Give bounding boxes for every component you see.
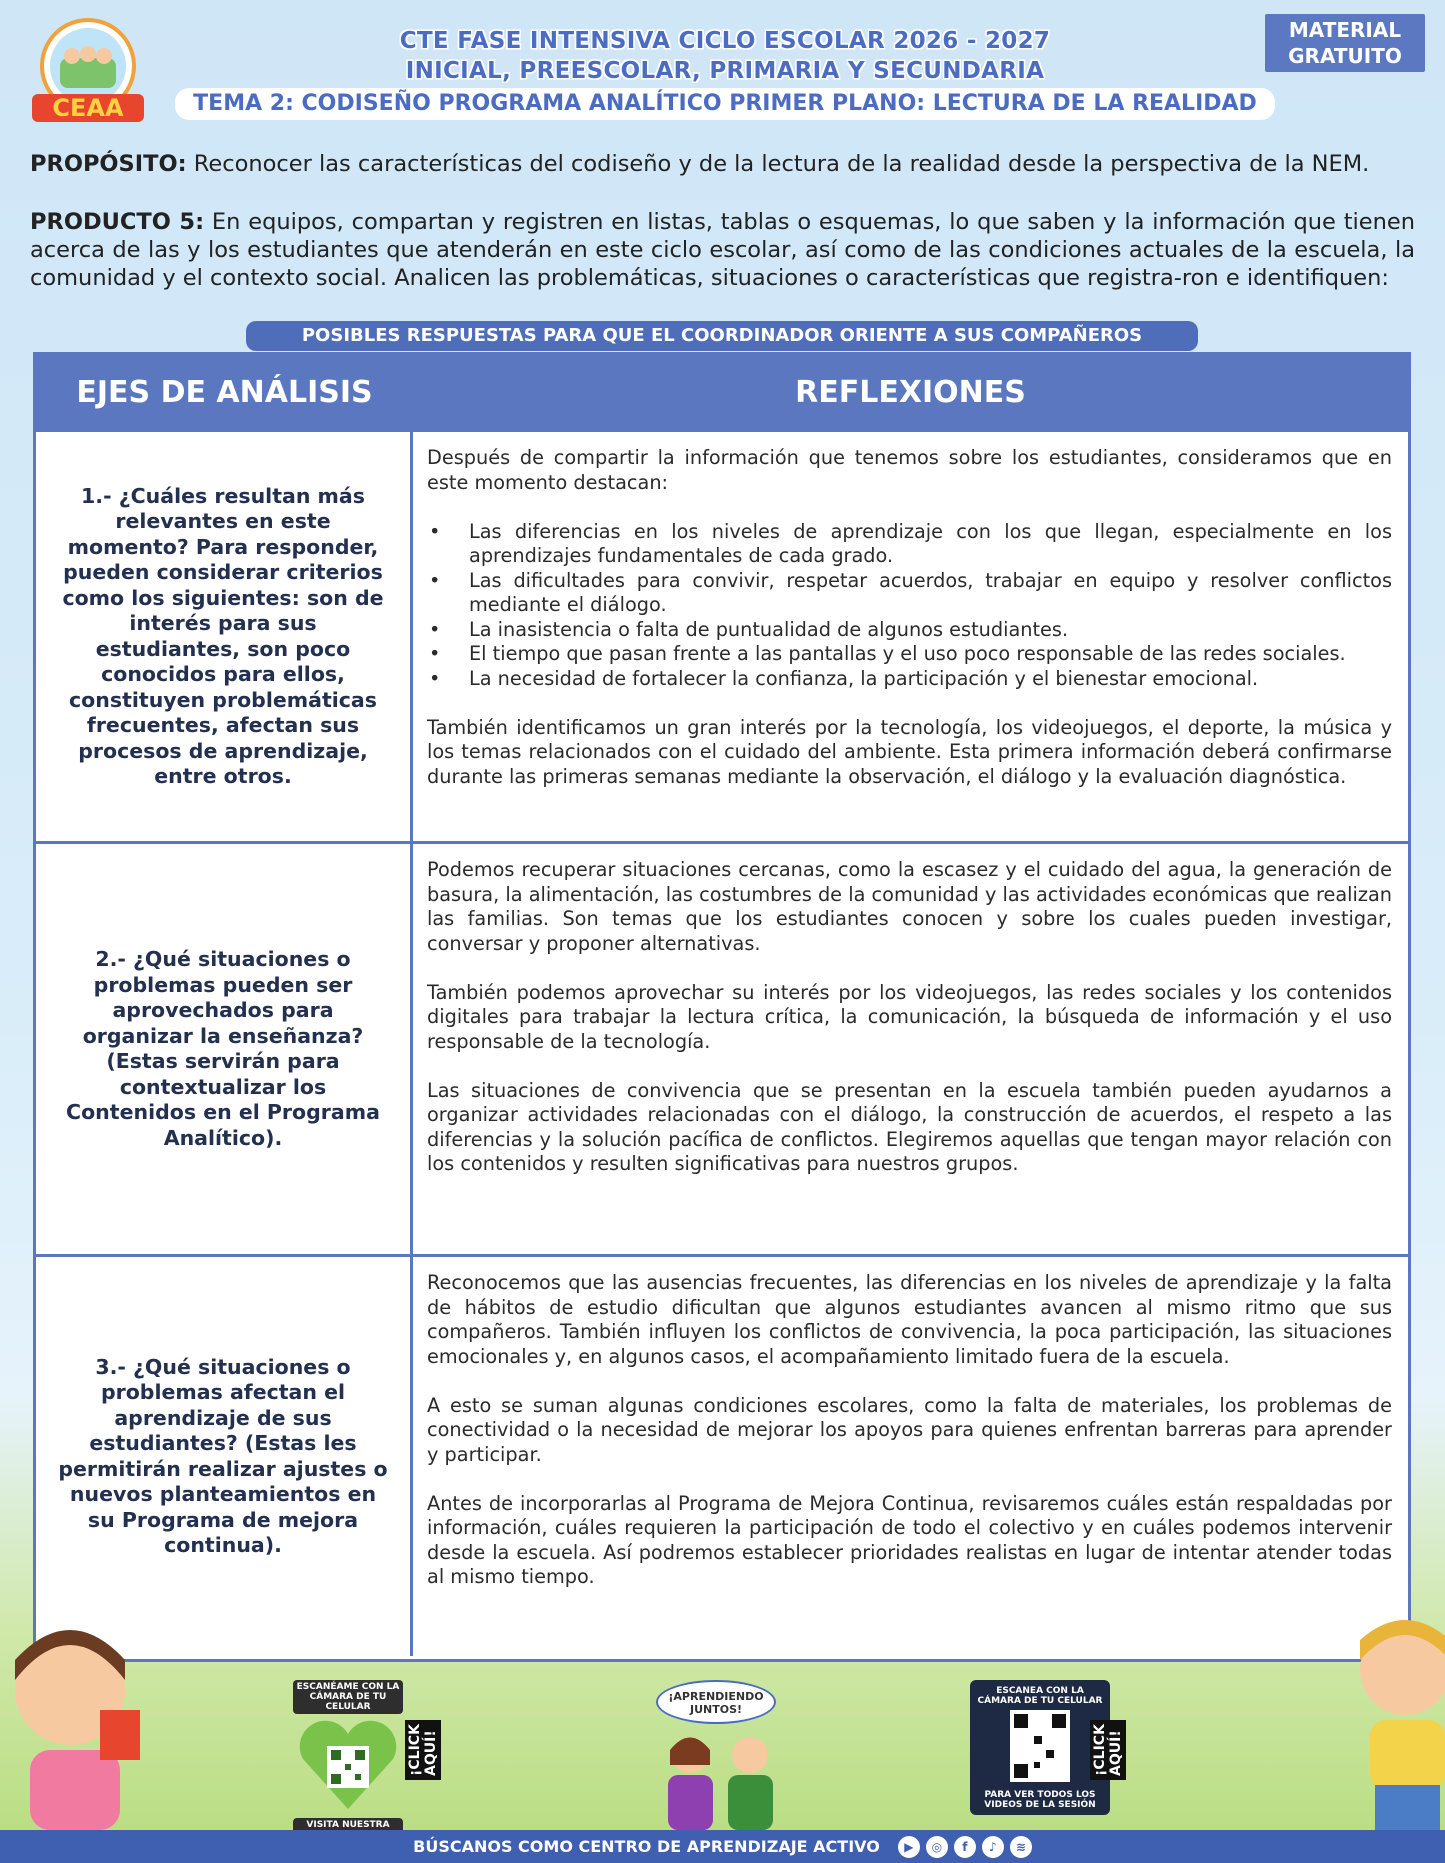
instagram-icon[interactable]: ◎ xyxy=(926,1836,948,1858)
videos-qr-code[interactable] xyxy=(976,1706,1104,1786)
learning-together-bubble: ¡APRENDIENDO JUNTOS! xyxy=(656,1680,776,1724)
store-qr-card[interactable] xyxy=(293,1680,439,1842)
facebook-icon[interactable]: f xyxy=(954,1836,976,1858)
title-line-2: INICIAL, PREESCOLAR, PRIMARIA Y SECUNDARIA xyxy=(405,58,1045,84)
store-qr-code[interactable] xyxy=(293,1714,403,1814)
reflection-intro: Después de compartir la información que tenemos sobre los estudiantes, consideramos que en este momento destacan: xyxy=(427,446,1392,494)
table-row xyxy=(36,429,1408,841)
list-item: • La inasistencia o falta de puntualidad de algunos estudiantes. xyxy=(427,618,1392,643)
tiktok-icon[interactable]: ♪ xyxy=(982,1836,1004,1858)
subtitle-banner: POSIBLES RESPUESTAS PARA QUE EL COORDINADOR ORIENTE A SUS COMPAÑEROS xyxy=(246,321,1198,351)
logo-text: CEAA xyxy=(52,94,124,122)
product-paragraph xyxy=(30,208,1415,292)
header-titles xyxy=(170,26,1280,120)
reflection-paragraph: A esto se suman algunas condiciones escolares, como la falta de materiales, los problemas de conectividad o la necesidad de mejorar los apoyos para quienes enfrentan barreras para aprender y participar. xyxy=(427,1393,1392,1466)
youtube-icon[interactable]: ▶ xyxy=(898,1836,920,1858)
reflection-paragraph: Podemos recuperar situaciones cercanas, como la escasez y el cuidado del agua, la generación de basura, la alimentación, las costumbres de la comunidad y las actividades económicas que realizan las familias. Son temas que los estudiantes conocen y sobre los cuales pueden investigar, conversar y proponer alternativas. xyxy=(427,858,1392,955)
reflection-closing: También identificamos un gran interés por la tecnología, los videojuegos, el deporte, la música y los temas relacionados con el cuidado del ambiente. Esta primera información deberá confirmarse durante las primeras semanas mediante la observación, el diálogo y la evaluación diagnóstica. xyxy=(427,715,1392,788)
reflection-paragraph: Antes de incorporarlas al Programa de Mejora Continua, revisaremos cuáles están respaldadas por información, cuáles requieren la participación de todo el colectivo y en cuáles podemos intervenir desde la escuela. Así podremos establecer prioridades realistas en lugar de intentar atender todas al mismo tiempo. xyxy=(427,1491,1392,1588)
list-item: • Las diferencias en los niveles de aprendizaje con los que llegan, especialmente en los aprendizajes fundamentales de cada grado. xyxy=(427,520,1392,569)
analysis-table xyxy=(33,352,1411,1662)
teachers-illustration xyxy=(650,1725,790,1830)
purpose-label: PROPÓSITO: xyxy=(30,151,187,177)
store-qr-top-label: ESCANÉAME CON LA CÁMARA DE TU CELULAR xyxy=(293,1680,403,1714)
videos-qr-top-label: ESCANEA CON LA CÁMARA DE TU CELULAR xyxy=(977,1686,1103,1706)
title-line-1: CTE FASE INTENSIVA CICLO ESCOLAR 2026 - 2027 xyxy=(399,28,1051,54)
footer-text: BÚSCANOS COMO CENTRO DE APRENDIZAJE ACTIVO xyxy=(413,1837,880,1856)
spotify-icon[interactable]: ≋ xyxy=(1010,1836,1032,1858)
question-cell: 2.- ¿Qué situaciones o problemas pueden ser aprovechados para organizar la enseñanza? (Estas servirán para contextualizar los Contenidos en el Programa Analítico). xyxy=(36,844,413,1254)
reflection-paragraph: Las situaciones de convivencia que se presentan en la escuela también pueden ayudarnos a organizar actividades relacionadas con el diálogo, la construcción de acuerdos, el respeto a las diferencias y la solución pacífica de conflictos. Elegiremos aquellas que tengan mayor relación con los contenidos y resulten significativas para nuestros grupos. xyxy=(427,1078,1392,1175)
videos-click-here[interactable]: ¡CLICK AQUÍ! xyxy=(1090,1720,1126,1780)
purpose-text: Reconocer las características del codiseño y de la lectura de la realidad desde la perspectiva de la NEM. xyxy=(186,151,1370,177)
reflection-cell xyxy=(413,844,1408,1254)
girl-illustration xyxy=(0,1600,150,1830)
list-item: • La necesidad de fortalecer la confianza, la participación y el bienestar emocional. xyxy=(427,667,1392,692)
reflection-paragraph: Reconocemos que las ausencias frecuentes, las diferencias en los niveles de aprendizaje y la falta de hábitos de estudio dificultan que algunos estudiantes avancen al mismo ritmo que sus compañeros. También influyen los conflictos de convivencia, la poca participación, las situaciones emocionales y, en algunos casos, el acompañamiento limitado fuera de la escuela. xyxy=(427,1271,1392,1368)
table-row xyxy=(36,1254,1408,1656)
store-click-here[interactable]: ¡CLICK AQUÍ! xyxy=(405,1720,441,1780)
videos-qr-bottom-label: PARA VER TODOS LOS VIDEOS DE LA SESIÓN xyxy=(984,1790,1096,1810)
list-item: • Las dificultades para convivir, respetar acuerdos, trabajar en equipo y resolver conflictos mediante el diálogo. xyxy=(427,569,1392,618)
ceaa-logo xyxy=(28,18,148,126)
header-axes: EJES DE ANÁLISIS xyxy=(76,374,373,410)
product-text: En equipos, compartan y registren en listas, tablas o esquemas, lo que saben y la información que tienen acerca de las y los estudiantes que atenderán en este ciclo escolar, así como de las condiciones actuales de la escuela, la comunidad y el contexto social. Analicen las problemáticas, situaciones o características que registra-ron e identifiquen: xyxy=(30,209,1415,291)
topic-title: TEMA 2: CODISEÑO PROGRAMA ANALÍTICO PRIMER PLANO: LECTURA DE LA REALIDAD xyxy=(175,88,1275,120)
reflection-paragraph: También podemos aprovechar su interés por los videojuegos, las redes sociales y los contenidos digitales para trabajar la lectura crítica, la comunicación, la búsqueda de información y el uso responsable de la tecnología. xyxy=(427,980,1392,1053)
list-item: • El tiempo que pasan frente a las pantallas y el uso poco responsable de las redes sociales. xyxy=(427,642,1392,667)
table-header xyxy=(36,355,1408,429)
question-cell: 3.- ¿Qué situaciones o problemas afectan el aprendizaje de sus estudiantes? (Estas les permitirán realizar ajustes o nuevos planteamientos en su Programa de mejora continua). xyxy=(36,1257,413,1656)
purpose-paragraph xyxy=(30,150,1415,178)
free-material-badge: MATERIAL GRATUITO xyxy=(1265,14,1425,72)
header-reflections: REFLEXIONES xyxy=(795,374,1026,410)
reflection-cell xyxy=(413,432,1408,841)
table-row xyxy=(36,841,1408,1254)
reflection-list xyxy=(427,520,1392,692)
social-icons xyxy=(898,1836,1032,1858)
footer-bar xyxy=(0,1830,1445,1863)
store-qr-bottom-label: VISITA NUESTRA xyxy=(293,1818,403,1842)
reflection-cell xyxy=(413,1257,1408,1656)
videos-qr-card[interactable] xyxy=(970,1680,1124,1815)
boy-illustration xyxy=(1335,1600,1445,1830)
product-label: PRODUCTO 5: xyxy=(30,209,205,235)
question-cell: 1.- ¿Cuáles resultan más relevantes en este momento? Para responder, pueden considerar criterios como los siguientes: son de interés para sus estudiantes, son poco conocidos para ellos, constituyen problemáticas frecuentes, afectan sus procesos de aprendizaje, entre otros. xyxy=(36,432,413,841)
